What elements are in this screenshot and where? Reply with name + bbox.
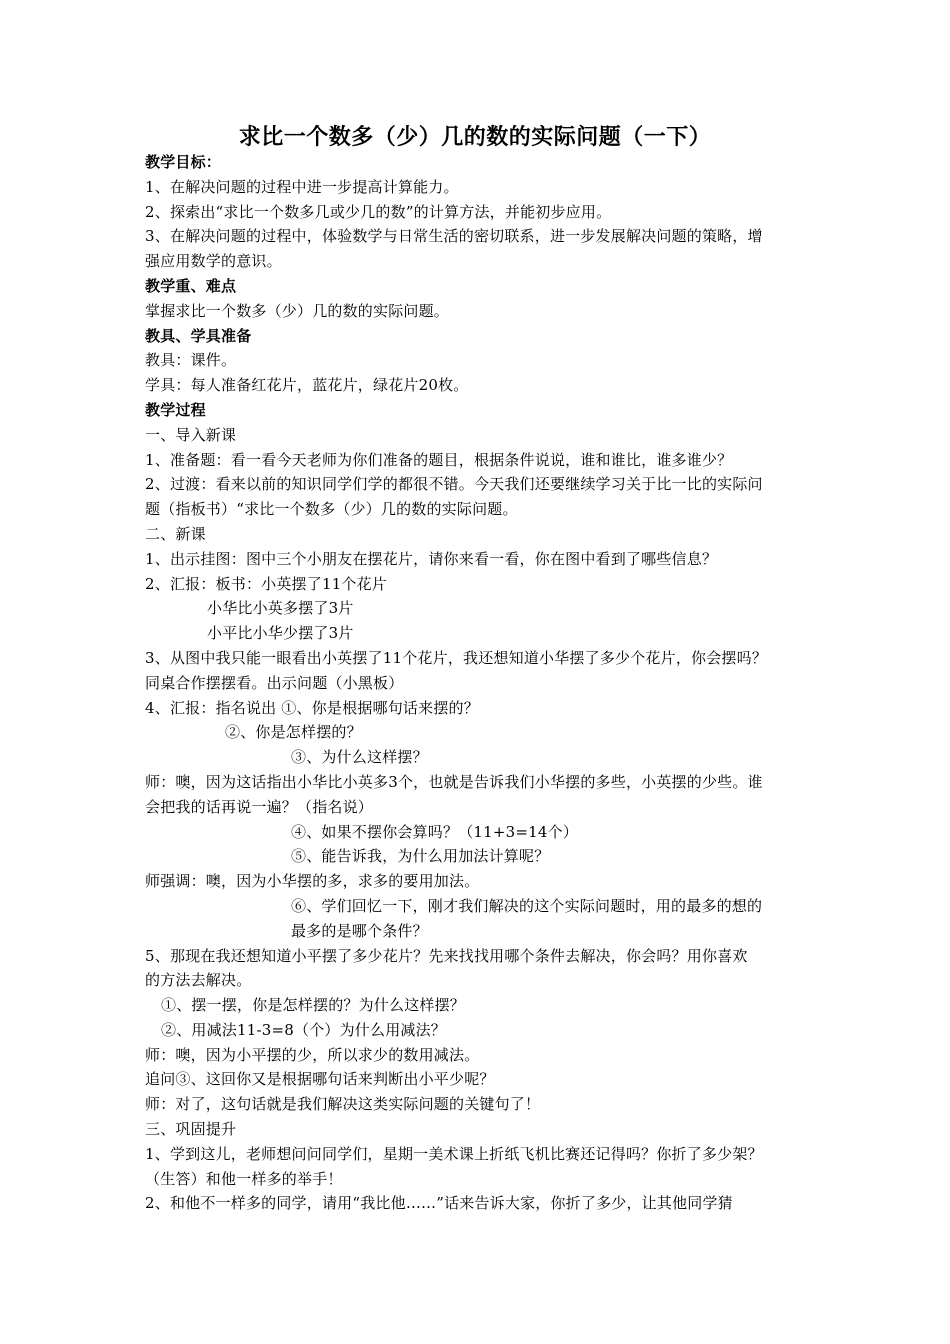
section-heading-process: 教学过程 <box>145 400 206 419</box>
board-line: 小华比小英多摆了3片 <box>207 599 354 618</box>
paragraph-line: 2、汇报：板书：小英摆了11个花片 <box>145 574 388 593</box>
paragraph-line: 1、出示挂图：图中三个小朋友在摆花片，请你来看一看，你在图中看到了哪些信息？ <box>145 549 718 568</box>
paragraph-line: 同桌合作摆摆看。出示问题（小黑板） <box>145 673 404 692</box>
question-line: ⑥、学们回忆一下，刚才我们解决的这个实际问题时，用的最多的想的 <box>291 896 763 915</box>
question-line: 最多的是哪个条件？ <box>291 921 428 940</box>
teacher-materials: 教具：课件。 <box>145 351 237 370</box>
objective-2: 2、探索出“求比一个数多几或少几的数”的计算方法，并能初步应用。 <box>145 202 612 221</box>
paragraph-line: 2、和他不一样多的同学，请用“我比他……”话来告诉大家，你折了多少，让其他同学猜 <box>145 1194 733 1213</box>
objective-1: 1、在解决问题的过程中进一步提高计算能力。 <box>145 177 459 196</box>
paragraph-line: 师：噢，因为小平摆的少，所以求少的数用减法。 <box>145 1045 480 1064</box>
paragraph-line: 师：噢，因为这话指出小华比小英多3个，也就是告诉我们小华摆的多些，小英摆的少些。谁 <box>145 772 763 791</box>
objective-3: 3、在解决问题的过程中，体验数学与日常生活的密切联系，进一步发展解决问题的策略，增 <box>145 227 763 246</box>
section-heading-objectives: 教学目标： <box>145 153 222 171</box>
question-line: ③、为什么这样摆？ <box>291 748 428 767</box>
paragraph-line: 师强调：噢，因为小华摆的多，求多的要用加法。 <box>145 872 480 891</box>
paragraph-line: 1、学到这儿，老师想问问同学们，星期一美术课上折纸飞机比赛还记得吗？你折了多少架？ <box>145 1144 763 1163</box>
document-title: 求比一个数多（少）几的数的实际问题（一下） <box>238 124 712 150</box>
paragraph-line: （生答）和他一样多的举手！ <box>145 1169 343 1188</box>
part-heading-intro: 一、导入新课 <box>145 425 237 444</box>
paragraph-line: 师：对了，这句话就是我们解决这类实际问题的关键句了！ <box>145 1095 541 1114</box>
student-materials: 学具：每人准备红花片，蓝花片，绿花片20枚。 <box>145 376 469 395</box>
section-heading-key-points: 教学重、难点 <box>145 276 237 295</box>
question-line: ①、摆一摆，你是怎样摆的？为什么这样摆？ <box>161 996 466 1015</box>
paragraph-line: 4、汇报：指名说出 ①、你是根据哪句话来摆的？ <box>145 698 479 717</box>
part-heading-new-lesson: 二、新课 <box>145 524 206 543</box>
paragraph-line: 会把我的话再说一遍？（指名说） <box>145 797 374 816</box>
question-line: ②、用减法11-3=8（个）为什么用减法？ <box>161 1020 447 1039</box>
paragraph-line: 的方法去解决。 <box>145 971 252 990</box>
question-line: ②、你是怎样摆的？ <box>225 723 362 742</box>
key-points-text: 掌握求比一个数多（少）几的数的实际问题。 <box>145 301 450 320</box>
section-heading-materials: 教具、学具准备 <box>145 326 252 345</box>
paragraph-line: 题（指板书）“求比一个数多（少）几的数的实际问题。 <box>145 500 518 519</box>
objective-3-cont: 强应用数学的意识。 <box>145 252 282 271</box>
paragraph-line: 2、过渡：看来以前的知识同学们学的都很不错。今天我们还要继续学习关于比一比的实际问 <box>145 475 763 494</box>
question-line: ④、如果不摆你会算吗？（11+3=14个） <box>291 822 579 841</box>
paragraph-line: 1、准备题：看一看今天老师为你们准备的题目，根据条件说说，谁和谁比，谁多谁少？ <box>145 450 733 469</box>
paragraph-line: 3、从图中我只能一眼看出小英摆了11个花片，我还想知道小华摆了多少个花片，你会摆吗？ <box>145 648 768 667</box>
document-body <box>145 150 817 1216</box>
part-heading-consolidation: 三、巩固提升 <box>145 1120 237 1139</box>
paragraph-line: 5、那现在我还想知道小平摆了多少花片？先来找找用哪个条件去解决，你会吗？用你喜欢 <box>145 946 748 965</box>
paragraph-line: 追问③、这回你又是根据哪句话来判断出小平少呢？ <box>145 1070 495 1089</box>
question-line: ⑤、能告诉我，为什么用加法计算呢？ <box>291 847 550 866</box>
board-line: 小平比小华少摆了3片 <box>207 624 354 643</box>
